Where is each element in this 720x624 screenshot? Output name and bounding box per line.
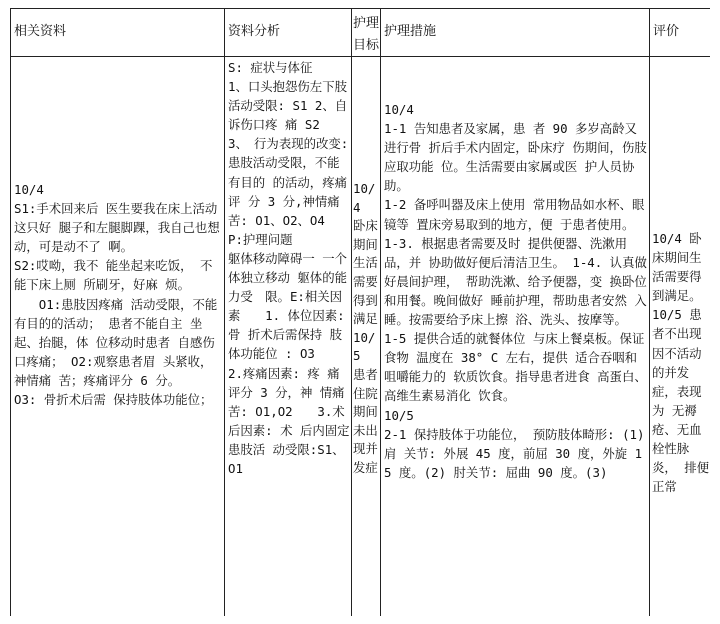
related-data-s2: S2:哎呦，我不 能坐起来吃饭， 不能下床上厕 所刷牙，好麻 烦。	[14, 258, 213, 293]
related-data-date: 10/4	[14, 182, 44, 197]
table-divider-3	[380, 8, 381, 616]
table-divider-4	[649, 8, 650, 616]
analysis-symptoms: S: 症状与体征	[228, 60, 313, 75]
measure-1-3-1-4: 1-3. 根据患者需要及时 提供便器、洗漱用品，并 协助做好便后清洁卫生。 1-4. 认真做好晨间护理， 帮助洗漱、给予便器，变 换卧位和用餐。晚间做好 睡前护理，帮助患者安然 入睡。按需要给予床上擦 浴、洗头、按摩等。	[384, 235, 647, 328]
header-data-analysis: 资料分析	[228, 24, 281, 39]
analysis-problem-label: P:护理问题	[228, 231, 293, 247]
measure-date-2: 10/5	[384, 407, 414, 423]
header-top-border	[10, 8, 710, 9]
nursing-measures-cell	[384, 100, 647, 482]
header-nursing-measures: 护理措施	[384, 24, 437, 39]
table-divider-2	[351, 8, 352, 616]
measure-date-1: 10/4	[384, 102, 414, 117]
evaluation-cell	[652, 229, 712, 495]
analysis-item-1: 1、口头抱怨伤左下肢活动受限: S1 2、自诉伤口疼 痛 S2	[228, 79, 348, 133]
related-data-o1-o2: O1:患肢因疼痛 活动受限，不能 有目的的活动； 患者不能自主 坐起、抬腿，体 位移动时患者 自感伤口疼痛； O2:观察患者眉 头紧收，神情痛 苦；疼痛评分 6 分。	[14, 296, 218, 388]
measure-1-5: 1-5 提供合适的就餐体位 与床上餐桌板。保证食物 温度在 38° C 左右，提供 适合吞咽和咀嚼能力的 软质饮食。指导患者进食 高蛋白、高维生素易消化 饮食。	[384, 331, 647, 404]
analysis-problem-detail: 躯体移动障碍一 一个体独立移动 躯体的能力受 限。E:相关因素 1. 体位因素: 骨 折术后需保持 肢体功能位 : O3 2.疼痛因素: 疼 痛评分 3 分，神 情痛苦: O1,O2 3.术后因素: 术 后内固定患肢活 动受限:S1、O1	[228, 250, 350, 476]
evaluation-1: 10/4 卧床期间生活需要得到满足。	[652, 231, 702, 304]
header-evaluation: 评价	[653, 24, 680, 39]
goal-1: 10/4 卧床期间生活需要得到满足	[353, 181, 378, 327]
header-related-data: 相关资料	[14, 24, 67, 39]
measure-1-2: 1-2 备呼叫器及床上使用 常用物品如水杯、眼镜等 置床旁易取到的地方，便 于患者使用。	[384, 197, 645, 232]
related-data-s1: S1:手术回来后 医生要我在床上活动这只好 腿子和左腿脚踝，我自己也想 动，可是动不了 啊。	[14, 201, 220, 255]
table-divider-1	[224, 8, 225, 616]
header-nursing-goal: 护理目标	[353, 16, 380, 53]
analysis-item-3: 3、 行为表现的改变: 患肢活动受限，不能有目的 的活动，疼痛评 分 3 分,神情痛 苦: O1、O2、O4	[228, 136, 349, 228]
goal-2: 10/5 患者住院期间未出现并发症	[353, 329, 378, 475]
nursing-goal-cell	[353, 180, 380, 478]
measure-1-1: 1-1 告知患者及家属，患 者 90 多岁高龄又进行骨 折后手术内固定，卧床疗 伤期间，伤肢应取功能 位。生活需要由家属或医 护人员协助。	[384, 121, 647, 194]
measure-2-1: 2-1 保持肢体于功能位， 预防肢体畸形: (1)肩 关节: 外展 45 度，前屈 30 度，外旋 15 度。(2) 肘关节: 屈曲 90 度。(3)	[384, 426, 645, 480]
data-analysis-cell	[228, 58, 350, 478]
related-data-o3: O3: 骨折术后需 保持肢体功能位；	[14, 392, 213, 408]
table-border-left	[10, 8, 11, 616]
evaluation-2: 10/5 患者不出现因不活动的并发症，表现为 无褥疮、无血 栓性脉炎， 排便正常	[652, 307, 710, 495]
related-data-cell	[14, 180, 221, 409]
